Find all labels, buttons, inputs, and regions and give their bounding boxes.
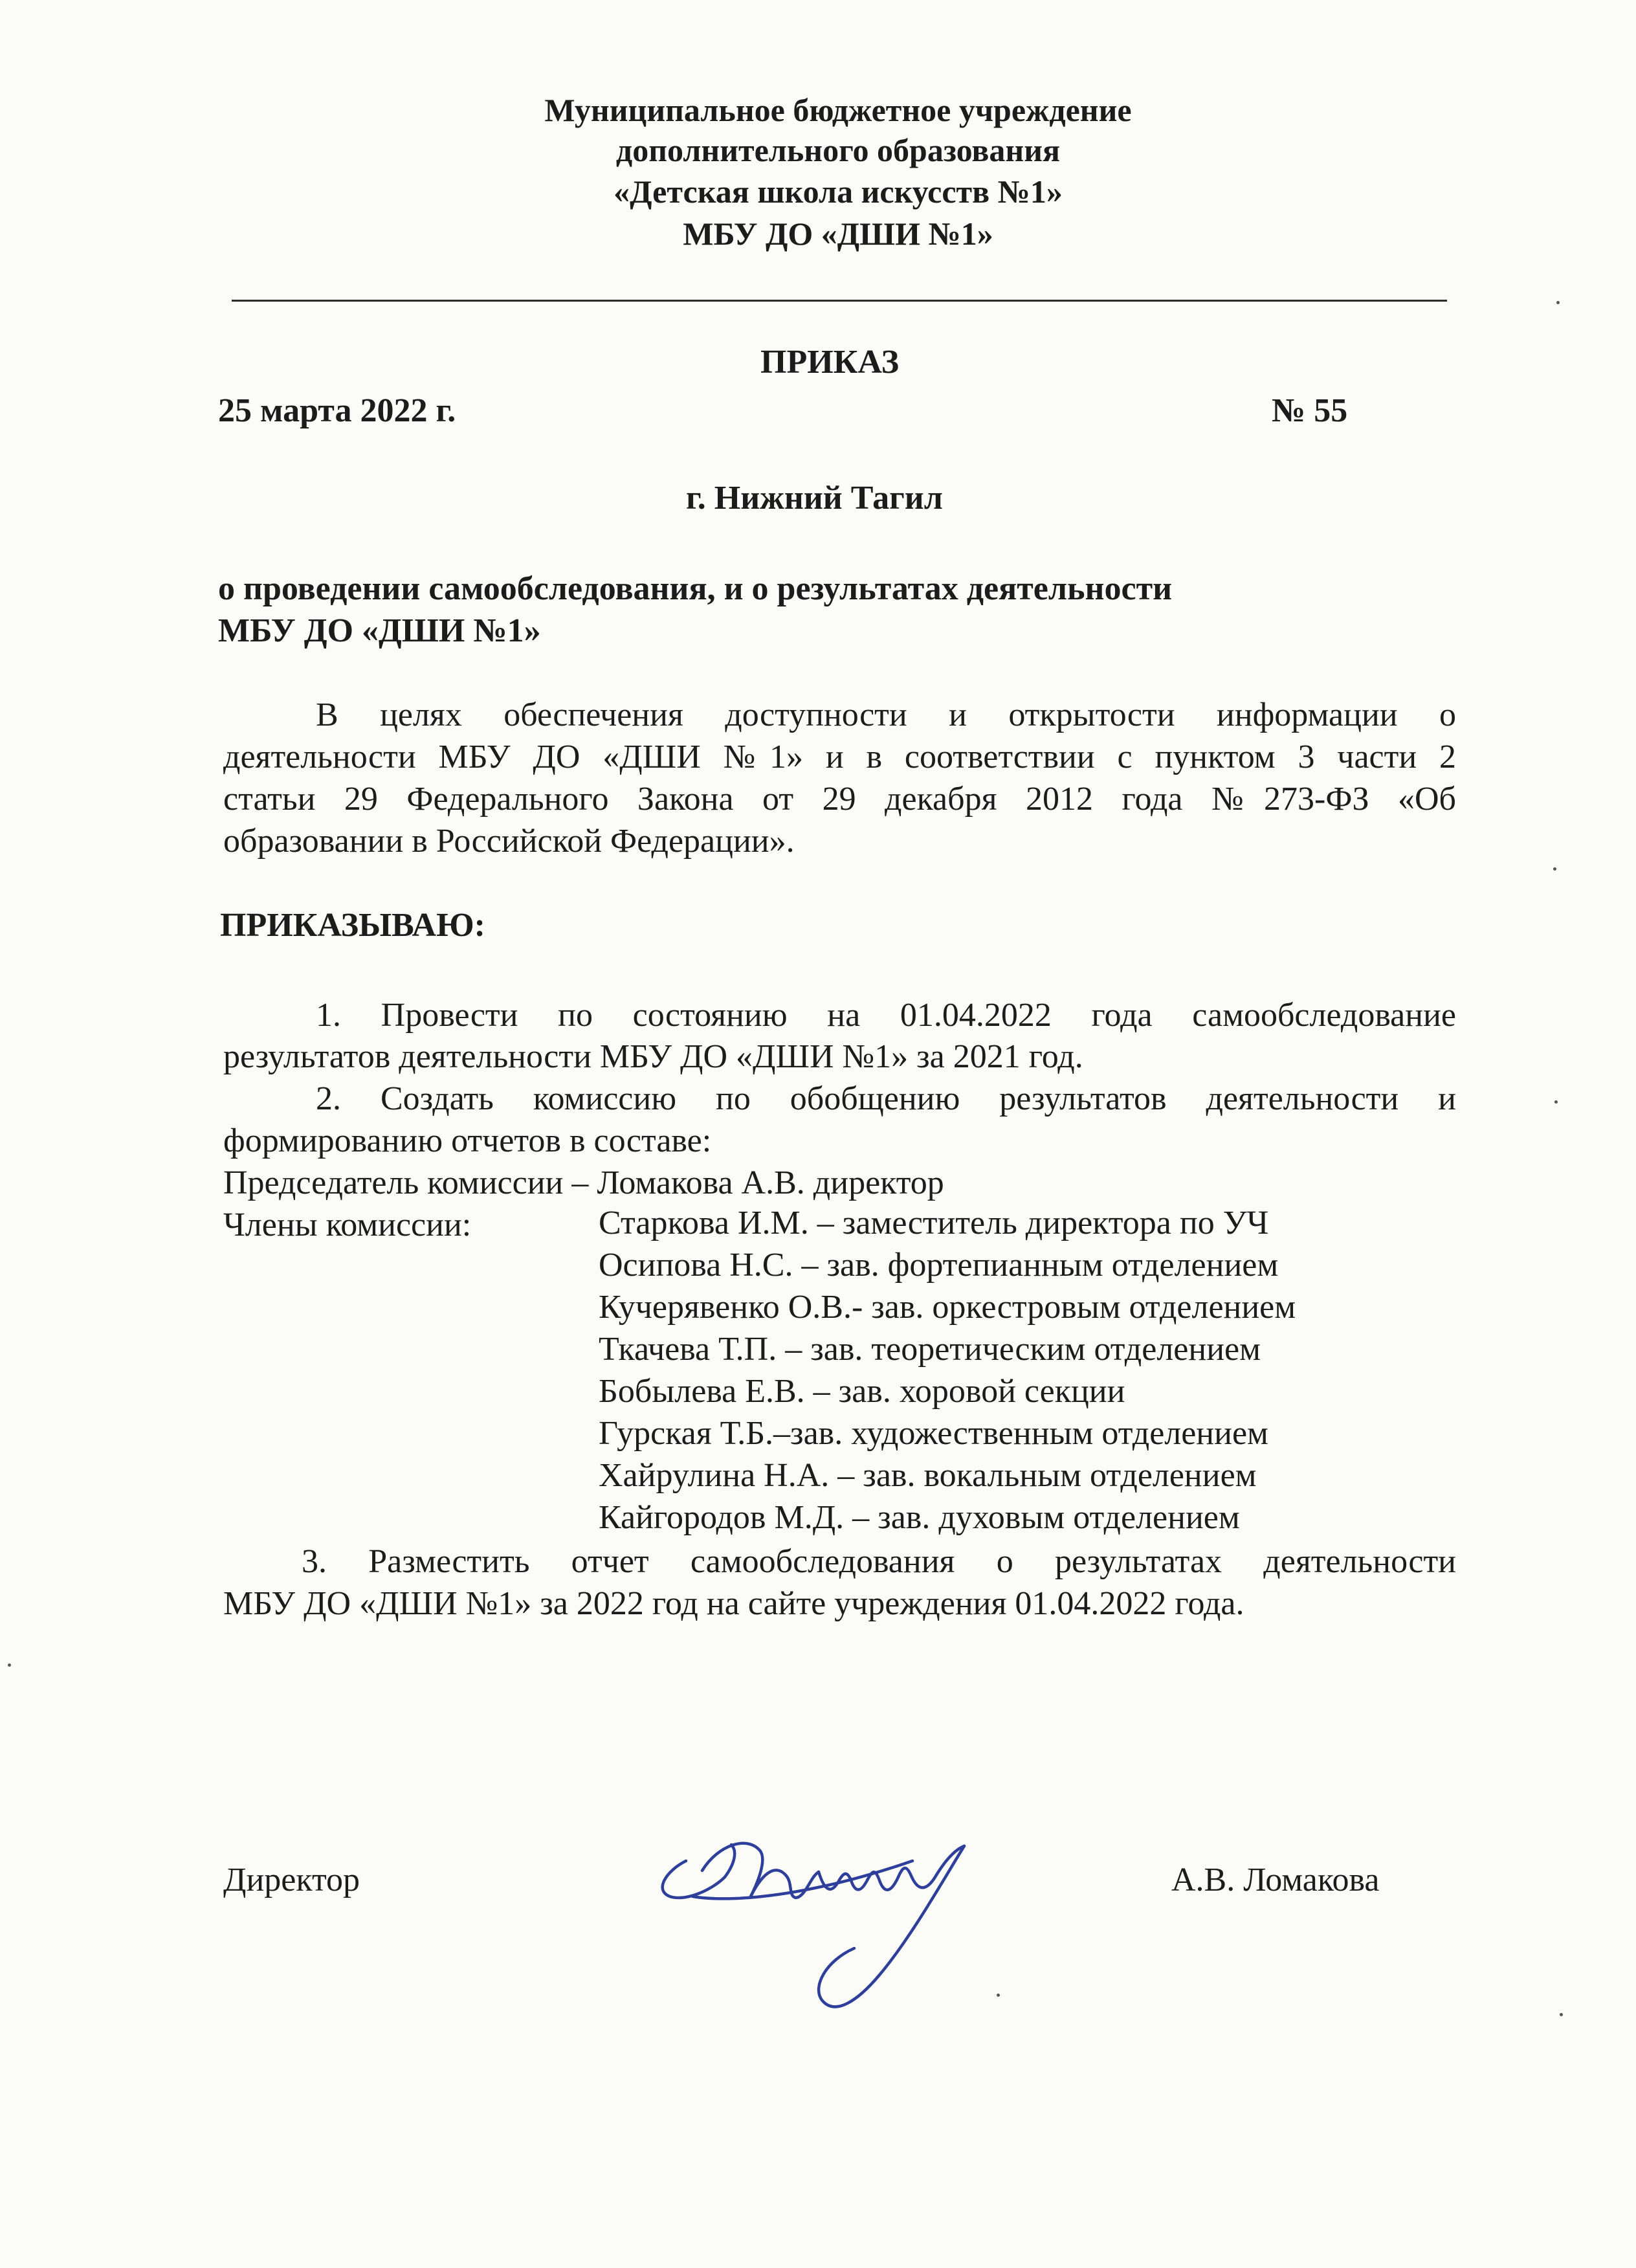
org-name-line1: Муниципальное бюджетное учреждение [544,92,1132,128]
preamble-line2: деятельности МБУ ДО «ДШИ №1» и в соответствии с пунктом 3 части 2 [223,739,1456,775]
commission-member: Ткачева Т.П. – зав. теоретическим отделением [599,1331,1261,1368]
commission-chair: Председатель комиссии – Ломакова А.В. директор [223,1164,944,1201]
order-subject-line2: МБУ ДО «ДШИ №1» [218,612,541,649]
commission-member: Хайрулина Н.А. – зав. вокальным отделением [599,1457,1257,1494]
order-subject-line1: о проведении самообследования, и о результатах деятельности [218,570,1173,607]
preamble-line3: статьи 29 Федерального Закона от 29 декабря 2012 года №273-ФЗ «Об [223,781,1456,817]
commission-members-label: Члены комиссии: [223,1206,472,1243]
order-date: 25 марта 2022 г. [218,392,456,429]
item1-line1: 1. Провести по состоянию на 01.04.2022 года самообследование [316,997,1456,1034]
order-directive: ПРИКАЗЫВАЮ: [220,907,485,944]
org-name-line3: «Детская школа искусств №1» [614,173,1063,210]
preamble-line1: В целях обеспечения доступности и открытости информации о [316,696,1456,733]
item3-line1: 3. Разместить отчет самообследования о результатах деятельности [302,1543,1456,1580]
header-divider [232,300,1447,302]
org-abbreviation: МБУ ДО «ДШИ №1» [683,216,993,252]
scan-speck [1553,867,1556,871]
commission-member: Гурская Т.Б.–зав. художественным отделением [599,1415,1268,1452]
handwritten-signature [641,1799,1003,2032]
commission-member: Бобылева Е.В. – зав. хоровой секции [599,1373,1125,1410]
order-title: ПРИКАЗ [760,344,900,381]
item1-line2: результатов деятельности МБУ ДО «ДШИ №1» за 2021 год. [223,1038,1083,1075]
scan-speck [8,1663,11,1667]
order-city: г. Нижний Тагил [686,480,943,517]
commission-member: Старкова И.М. – заместитель директора по УЧ [599,1205,1269,1241]
preamble-line4: образовании в Российской Федерации». [223,823,795,860]
commission-member: Осипова Н.С. – зав. фортепианным отделением [599,1247,1279,1284]
commission-member: Кучерявенко О.В.- зав. оркестровым отделением [599,1289,1296,1326]
signatory-name: А.В. Ломакова [1171,1862,1380,1898]
commission-member: Кайгородов М.Д. – зав. духовым отделением [599,1499,1240,1536]
signatory-position: Директор [223,1862,360,1898]
scan-speck [1560,2013,1563,2016]
order-number: № 55 [1272,392,1348,429]
item2-line1: 2. Создать комиссию по обобщению результатов деятельности и [316,1080,1456,1117]
scan-speck [1554,1100,1558,1104]
org-name-line2: дополнительного образования [615,132,1061,168]
scan-speck [997,1994,1000,1997]
item2-line2: формированию отчетов в составе: [223,1122,712,1159]
item3-line2: МБУ ДО «ДШИ №1» за 2022 год на сайте учреждения 01.04.2022 года. [223,1585,1244,1622]
scan-speck [1556,301,1560,304]
